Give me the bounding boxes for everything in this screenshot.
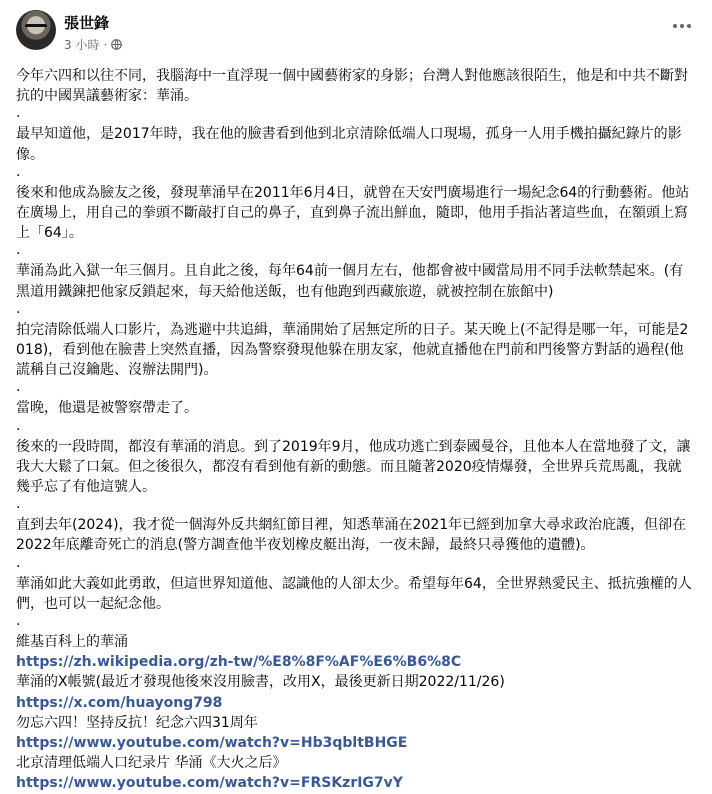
- post-meta: [64, 36, 122, 53]
- post-paragraph: 華涌為此入獄一年三個月。且自此之後，每年64前一個月左右，他都會被中國當局用不同手法軟禁起來。(有黑道用鐵鍊把他家反鎖起來，每天給他送飯，也有他跑到西藏旅遊，就被控制在旅館中): [16, 263, 684, 300]
- link-url[interactable]: https://x.com/huayong798: [16, 694, 223, 711]
- link-caption: 勿忘六四！坚持反抗！纪念六四31周年: [16, 714, 258, 731]
- post-paragraph: 拍完清除低端人口影片，為逃避中共追緝，華涌開始了居無定所的日子。某天晚上(不記得是哪一年，可能是2018)，看到他在臉書上突然直播，因為警察發現他躲在朋友家，他就直播他在門前和門後警方對話的過程(他謊稱自己沒鑰匙、沒辦法開門)。: [16, 321, 689, 379]
- paragraph-separator: .: [16, 242, 21, 259]
- author-name[interactable]: 張世鋒: [64, 14, 110, 32]
- post-time[interactable]: 3 小時: [64, 38, 100, 52]
- avatar-glasses: [25, 24, 47, 34]
- link-caption: 華涌的X帳號(最近才發現他後來沒用臉書，改用X，最後更新日期2022/11/26): [16, 674, 505, 691]
- paragraph-separator: .: [16, 163, 21, 180]
- post-paragraph: 當晚，他還是被警察帶走了。: [16, 400, 198, 417]
- paragraph-separator: .: [16, 554, 21, 571]
- post-paragraph: 直到去年(2024)，我才從一個海外反共網紅節目裡，知悉華涌在2021年已經到加拿大尋求政治庇護，但卻在2022年底離奇死亡的消息(警方調查他半夜划橡皮艇出海，一夜未歸，最終只尋獲他的遺體)。: [16, 517, 687, 554]
- globe-icon[interactable]: [111, 39, 122, 50]
- link-url[interactable]: https://www.youtube.com/watch?v=FRSKzrIG7vY: [16, 775, 403, 792]
- paragraph-separator: .: [16, 379, 21, 396]
- post-paragraph: 今年六四和以往不同，我腦海中一直浮現一個中國藝術家的身影；台灣人對他應該很陌生，他是和中共不斷對抗的中國異議藝術家：華涌。: [16, 68, 688, 105]
- link-url[interactable]: https://www.youtube.com/watch?v=Hb3qbltBHGE: [16, 735, 408, 752]
- post-paragraph: 華涌如此大義如此勇敢，但這世界知道他、認識他的人卻太少。希望每年64，全世界熱愛民主、抵抗強權的人們，也可以一起紀念他。: [16, 575, 692, 612]
- link-caption: 維基百科上的華涌: [16, 634, 128, 651]
- avatar[interactable]: [16, 10, 56, 50]
- meta-separator: ·: [103, 37, 108, 52]
- post-paragraph: 最早知道他，是2017年時，我在他的臉書看到他到北京清除低端人口現場，孤身一人用手機拍攝紀錄片的影像。: [16, 126, 682, 163]
- post-header: [16, 10, 696, 56]
- paragraph-separator: .: [16, 613, 21, 630]
- link-caption: 北京清理低端人口纪录片 华涌《大火之后》: [16, 755, 287, 772]
- paragraph-separator: .: [16, 417, 21, 434]
- paragraph-separator: .: [16, 496, 21, 513]
- post-links: [16, 632, 694, 794]
- link-url[interactable]: https://zh.wikipedia.org/zh-tw/%E8%8F%AF%E6%B6%8C: [16, 654, 462, 671]
- more-options-icon[interactable]: [668, 16, 696, 36]
- post-paragraph: 後來的一段時間，都沒有華涌的消息。到了2019年9月，他成功逃亡到泰國曼谷，且他本人在當地發了文，讓我大大鬆了口氣。但之後很久，都沒有看到他有新的動態。而且隨著2020疫情爆發，全世界兵荒馬亂，我就幾乎忘了有他這號人。: [16, 438, 691, 496]
- post-paragraph: 後來和他成為臉友之後，發現華涌早在2011年6月4日，就曾在天安門廣場進行一場紀念64的行動藝術。他站在廣場上，用自己的拳頭不斷敲打自己的鼻子，直到鼻子流出鮮血，隨即，他用手指沾著這些血，在額頭上寫上「64」。: [16, 184, 690, 242]
- post-body: [16, 66, 694, 794]
- paragraph-separator: .: [16, 105, 21, 122]
- paragraph-separator: .: [16, 300, 21, 317]
- post-paragraphs: [16, 66, 694, 632]
